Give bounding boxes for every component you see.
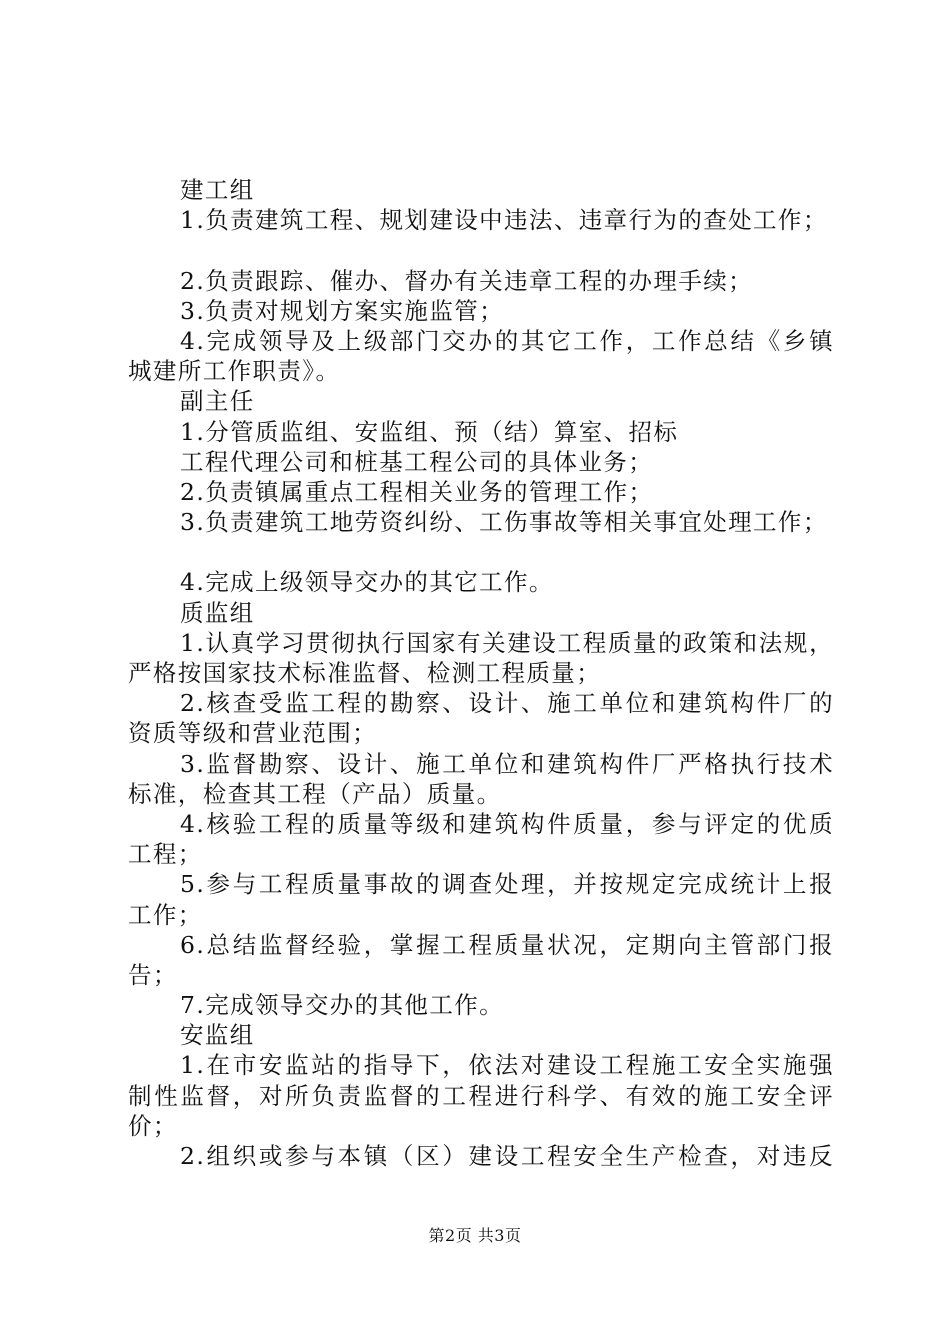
text-line: 3.监督勘察、设计、施工单位和建筑构件厂严格执行技术 bbox=[180, 749, 834, 778]
text-line: 标准，检查其工程（产品）质量。 bbox=[128, 779, 502, 808]
text-line: 建工组 bbox=[180, 176, 255, 204]
text-line: 2.负责镇属重点工程相关业务的管理工作； bbox=[180, 477, 654, 506]
text-line: 工程代理公司和桩基工程公司的具体业务； bbox=[180, 447, 654, 476]
blank-line bbox=[128, 537, 834, 567]
text-line: 6.总结监督经验，掌握工程质量状况，定期向主管部门报 bbox=[180, 930, 834, 959]
text-line: 资质等级和营业范围； bbox=[128, 719, 377, 748]
text-line: 2.组织或参与本镇（区）建设工程安全生产检查，对违反 bbox=[180, 1142, 834, 1170]
text-line: 安监组 bbox=[180, 1021, 255, 1050]
text-line: 副主任 bbox=[180, 387, 255, 416]
text-line: 3.负责建筑工地劳资纠纷、工伤事故等相关事宜处理工作； bbox=[180, 508, 828, 537]
text-line: 价； bbox=[128, 1111, 178, 1140]
text-line: 4.核验工程的质量等级和建筑构件质量，参与评定的优质 bbox=[180, 809, 834, 838]
text-line: 工作； bbox=[128, 900, 203, 929]
text-line: 2.负责跟踪、催办、督办有关违章工程的办理手续； bbox=[180, 266, 754, 295]
text-line: 制性监督，对所负责监督的工程进行科学、有效的施工安全评 bbox=[128, 1081, 834, 1110]
text-line: 告； bbox=[128, 960, 178, 989]
text-line: 4.完成领导及上级部门交办的其它工作，工作总结《乡镇 bbox=[180, 326, 834, 355]
text-line: 3.负责对规划方案实施监管； bbox=[180, 296, 505, 325]
text-line: 严格按国家技术标准监督、检测工程质量； bbox=[128, 659, 602, 687]
text-line: 1.认真学习贯彻执行国家有关建设工程质量的政策和法规， bbox=[180, 628, 834, 657]
text-line: 工程； bbox=[128, 840, 203, 869]
text-line: 1.负责建筑工程、规划建设中违法、违章行为的查处工作； bbox=[180, 206, 828, 235]
text-line: 1.在市安监站的指导下，依法对建设工程施工安全实施强 bbox=[180, 1051, 834, 1080]
page-footer: 第2页 共3页 bbox=[428, 1226, 522, 1245]
document-body bbox=[128, 175, 834, 1171]
text-line: 7.完成领导交办的其他工作。 bbox=[180, 991, 505, 1020]
text-line: 质监组 bbox=[180, 598, 255, 627]
text-line: 2.核查受监工程的勘察、设计、施工单位和建筑构件厂的 bbox=[180, 689, 834, 718]
text-line: 1.分管质监组、安监组、预（结）算室、招标 bbox=[180, 417, 679, 446]
text-line: 5.参与工程质量事故的调查处理，并按规定完成统计上报 bbox=[180, 870, 834, 899]
text-line: 城建所工作职责》。 bbox=[128, 357, 341, 386]
blank-line bbox=[128, 235, 834, 265]
text-line: 4.完成上级领导交办的其它工作。 bbox=[180, 568, 554, 597]
